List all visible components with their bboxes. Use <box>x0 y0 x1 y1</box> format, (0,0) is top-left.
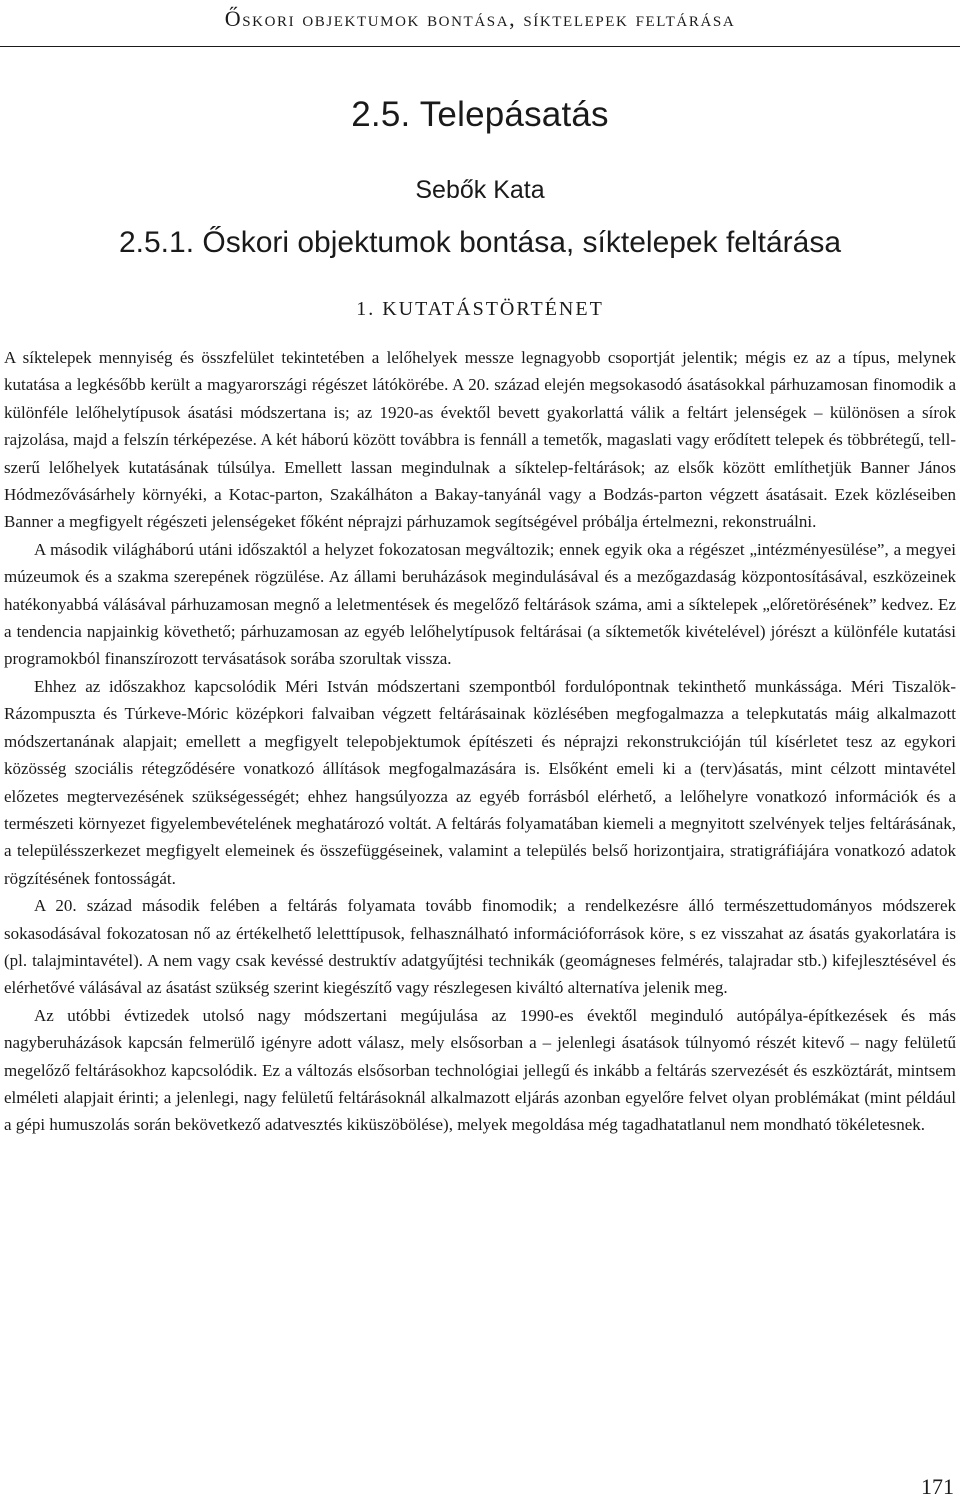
body-text <box>4 344 956 1139</box>
chapter-title: 2.5. Telepásatás <box>351 95 609 134</box>
paragraph: Ehhez az időszakhoz kapcsolódik Méri István módszertani szempontból fordulópontnak tekinthető munkássága. Méri Tiszalök-Rázompuszta és Túrkeve-Móric középkori falvaiban végzett feltárásainak közlésében megfogalmazza a telepkutatás máig alkalmazott módszertanának alapjait; emellett a megfigyelt telepobjektumok építészeti és néprajzi rekonstrukcióján túl kísérletet tesz az egykori közösség szociális rétegződésére vonatkozó állítások megfogalmazására is. Elsőként emeli ki a (terv)ásatás, mint célzott mintavétel előzetes megtervezésének szükségességét; ehhez hangsúlyozza az egyéb forrásból elérhető, a lelőhelyre vonatkozó információk és a természeti környezet figyelembevételének meghatározó voltát. A feltárás folyamatában kiemeli a megnyitott szelvények teljes feltárásának, a településszerkezet megfigyelt elemeinek és összefüggéseinek, valamint a település belső horizontjaira, stratigráfiájára vonatkozó adatok rögzítésének fontosságát. <box>4 676 956 888</box>
header-divider <box>0 46 960 47</box>
paragraph: A második világháború utáni időszaktól a helyzet fokozatosan megváltozik; ennek egyik oka a régészet „intézményesülése”, a megyei múzeumok és a szakma szerepének rögzülése. Az állami beruházások megindulásával és a mezőgazdaság központosításával, eszközeinek hatékonyabbá válásával párhuzamosan megnő a leletmentések és megelőző feltárások száma, ami a síktelepek „előretörésének” kedvez. Ez a tendencia napjainkig követhető; párhuzamosan az egyéb lelőhelytípusok feltárásai (a síktemetők kivételével) jórészt a különféle kutatási programokból finanszírozott tervásatások sorába szorultak vissza. <box>4 539 956 669</box>
paragraph: A síktelepek mennyiség és összfelület tekintetében a lelőhelyek messze legnagyobb csoportját jelentik; mégis ez az a típus, melynek kutatása a legkésőbb került a magyarországi régészet látókörébe. A 20. század elején megsokasodó ásatásokkal párhuzamosan finomodik a különféle lelőhelytípusok ásatási módszertana is; az 1920-as évektől bevett gyakorlattá válik a feltárt jelenségek – különösen a sírok rajzolása, majd a felszín térképezése. A két háború között továbbra is fennáll a temetők, magaslati vagy erődített telepek és többrétegű, tell-szerű lelőhelyek kutatásának túlsúlya. Emellett lassan megindulnak a síktelep-feltárások; az elsők között említhetjük Banner János Hódmezővásárhely környéki, a Kotac-parton, Szakálháton a Bakay-tanyánál vagy a Bodzás-parton végzett ásatásait. Ezek közléseiben Banner a megfigyelt régészeti jelenségeket főként néprajzi párhuzamok segítségével próbálja értelmezni, rekonstruálni. <box>4 348 956 532</box>
paragraph: Az utóbbi évtizedek utolsó nagy módszertani megújulása az 1990-es évektől meginduló autópálya-építkezések és más nagyberuházások kapcsán felmerülő igényre adott válasz, mely elsősorban a – jelenlegi ásatások túlnyomó részét kitevő – nagy felületű megelőző feltárásokhoz kapcsolódik. Ez a változás elsősorban technológiai jellegű és inkább a feltárás szervezését és eszköztárát, mintsem elméleti alapjait érinti; a jelenlegi, nagy felületű feltárásoknál alkalmazott eljárás azonban egyelőre felvet olyan problémákat (mint például a gépi humuszolás során bekövetkező adatvesztés kiküszöbölése), melyek megoldása még tagadhatatlanul nem mondható tökéletesnek. <box>4 1005 956 1135</box>
page-number: 171 <box>921 1474 954 1499</box>
paragraph: A 20. század második felében a feltárás folyamata tovább finomodik; a rendelkezésre álló természettudományos módszerek sokasodásával fokozatosan nő az értékelhető leletttípusok, felhasználható információforrások köre, s ez visszahat az ásatás gyakorlatára is (pl. talajmintavétel). A nem vagy csak kevéssé destruktív adatgyűjtési technikák (geomágneses felmérés, talajradar stb.) kifejlesztésével és elérhetővé válásával az ásatást szükség szerint kiegészítő vagy részlegesen kiváltó alternatíva jelenik meg. <box>4 896 956 998</box>
subsection-title: 1. KUTATÁSTÖRTÉNET <box>356 298 604 320</box>
running-header: Őskori objektumok bontása, síktelepek feltárása <box>224 6 736 31</box>
section-title: 2.5.1. Őskori objektumok bontása, síktelepek feltárása <box>118 226 842 259</box>
author-name: Sebők Kata <box>415 176 545 204</box>
